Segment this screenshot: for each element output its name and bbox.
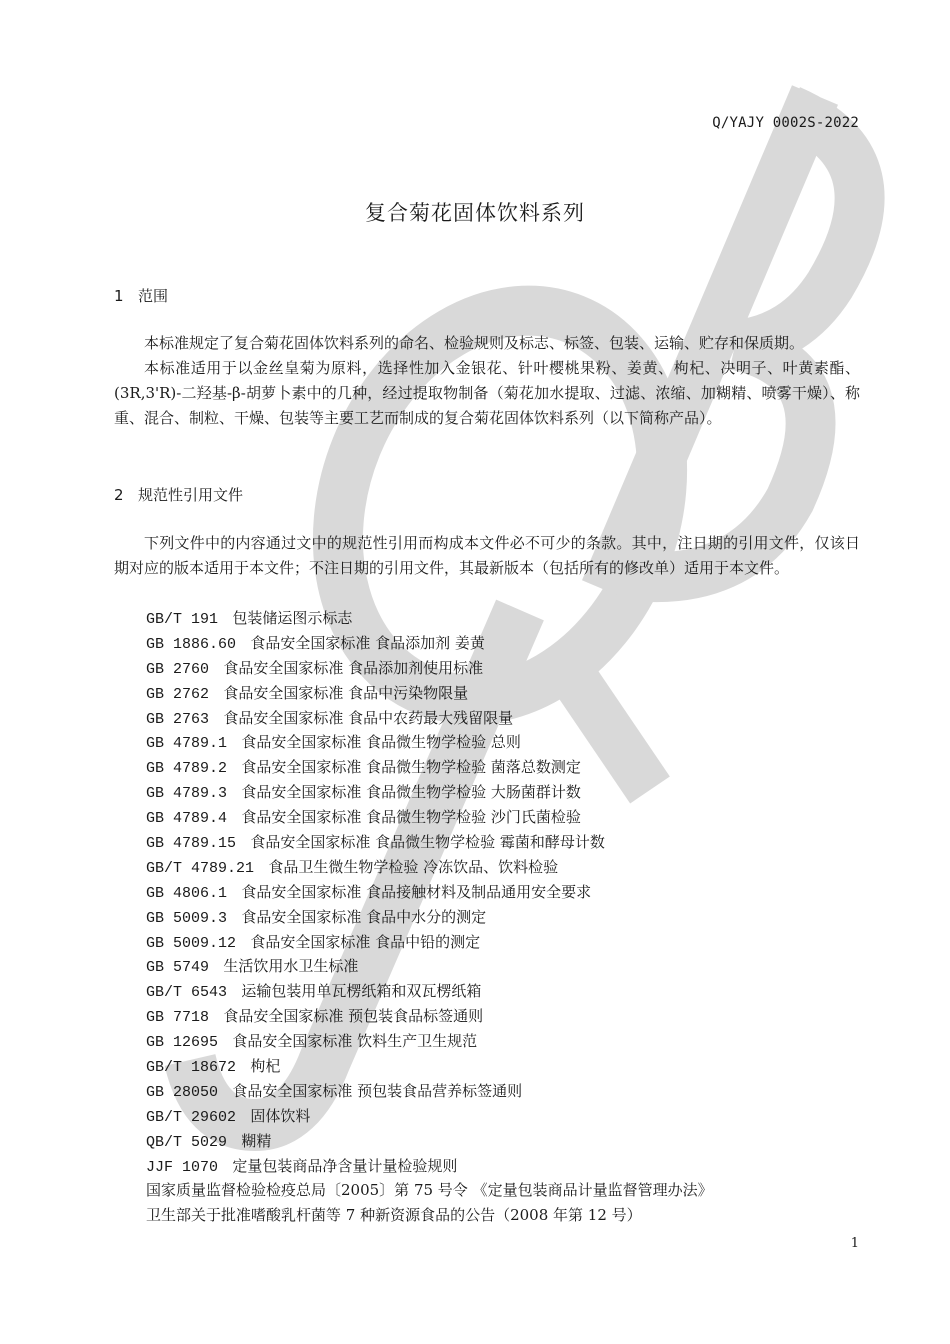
reference-title: 生活饮用水卫生标准 (223, 957, 359, 976)
reference-item (146, 1079, 713, 1104)
reference-item (146, 979, 713, 1004)
reference-code: GB/T 29602 (146, 1108, 237, 1126)
reference-title: 食品安全国家标准 食品添加剂使用标准 (223, 658, 484, 677)
reference-code: GB 2763 (146, 710, 210, 728)
reference-item (146, 755, 713, 780)
reference-item (146, 1203, 713, 1228)
reference-item (146, 606, 713, 631)
reference-code: GB 1886.60 (146, 635, 237, 653)
reference-title: 包装储运图示标志 (232, 609, 353, 627)
reference-item (146, 706, 713, 731)
reference-code: GB 4789.2 (146, 760, 228, 778)
reference-title: 食品安全国家标准 食品中农药最大残留限量 (223, 708, 514, 727)
reference-code: GB 5749 (146, 959, 210, 977)
section-heading-scope (114, 285, 168, 306)
reference-item (146, 730, 713, 755)
reference-code: GB 2760 (146, 660, 210, 678)
reference-item (146, 1054, 713, 1079)
reference-code: GB 5009.12 (146, 934, 237, 952)
reference-code: GB 7718 (146, 1009, 210, 1027)
section-title: 范围 (138, 287, 169, 305)
reference-code: GB 4789.1 (146, 735, 228, 753)
reference-item (146, 1004, 713, 1029)
reference-title: 运输包装用单瓦楞纸箱和双瓦楞纸箱 (241, 982, 482, 1001)
reference-title: 卫生部关于批准嗜酸乳杆菌等 7 种新资源食品的公告（2008 年第 12 号） (146, 1206, 642, 1225)
reference-title: 食品安全国家标准 饮料生产卫生规范 (232, 1032, 478, 1051)
reference-item (146, 830, 713, 855)
reference-code: QB/T 5029 (146, 1133, 228, 1151)
reference-item (146, 681, 713, 706)
reference-code: GB 4789.15 (146, 835, 237, 853)
reference-item (146, 1178, 713, 1203)
reference-code: GB 5009.3 (146, 909, 228, 927)
scope-paragraph-2: 本标准适用于以金丝皇菊为原料，选择性加入金银花、针叶樱桃果粉、姜黄、枸杞、决明子、叶黄素酯、(3R,3'R)-二羟基-β-胡萝卜素中的几种，经过提取物制备（菊花加水提取、过滤、浓缩、加糊精、喷雾干燥）、称重、混合、制粒、干燥、包装等主要工艺而制成的复合菊花固体饮料系列（以下简称产品）。 (114, 359, 860, 427)
reference-item (146, 1104, 713, 1129)
section-number: 1 (114, 287, 124, 305)
reference-title: 食品安全国家标准 食品微生物学检验 霉菌和酵母计数 (250, 833, 605, 852)
document-title: 复合菊花固体饮料系列 (365, 201, 585, 225)
reference-title: 固体饮料 (250, 1106, 311, 1125)
reference-title: 食品安全国家标准 食品添加剂 姜黄 (250, 633, 485, 652)
reference-item (146, 905, 713, 930)
reference-code: GB/T 4789.21 (146, 859, 255, 877)
reference-code: GB 4789.4 (146, 810, 228, 828)
reference-item (146, 1154, 713, 1179)
reference-code: JJF 1070 (146, 1158, 219, 1176)
section-heading-normative-refs (114, 484, 243, 505)
section-title: 规范性引用文件 (138, 486, 244, 504)
reference-code: GB 12695 (146, 1034, 219, 1052)
reference-title: 食品安全国家标准 食品中污染物限量 (223, 683, 469, 702)
reference-code: GB 4806.1 (146, 884, 228, 902)
reference-item (146, 1129, 713, 1154)
reference-title: 食品安全国家标准 食品微生物学检验 大肠菌群计数 (241, 783, 581, 802)
reference-item (146, 855, 713, 880)
reference-item (146, 880, 713, 905)
reference-code: GB 4789.3 (146, 785, 228, 803)
reference-code: GB/T 191 (146, 611, 219, 628)
reference-title: 食品安全国家标准 食品微生物学检验 沙门氏菌检验 (241, 808, 581, 827)
reference-title: 定量包装商品净含量计量检验规则 (232, 1156, 458, 1175)
document-code: Q/YAJY 0002S-2022 (712, 115, 859, 131)
reference-title: 食品卫生微生物学检验 冷冻饮品、饮料检验 (268, 857, 559, 876)
reference-code: GB 28050 (146, 1083, 219, 1101)
reference-code: GB/T 18672 (146, 1059, 237, 1077)
reference-title: 食品安全国家标准 食品微生物学检验 总则 (241, 733, 521, 752)
reference-code: GB/T 6543 (146, 984, 228, 1002)
reference-title: 枸杞 (250, 1057, 281, 1076)
page-number: 1 (850, 1236, 859, 1251)
reference-item (146, 631, 713, 656)
refs-intro-paragraph: 下列文件中的内容通过文中的规范性引用而构成本文件必不可少的条款。其中，注日期的引用文件，仅该日期对应的版本适用于本文件；不注日期的引用文件，其最新版本（包括所有的修改单）适用于本文件。 (114, 534, 860, 577)
reference-item (146, 656, 713, 681)
reference-title: 食品安全国家标准 预包装食品标签通则 (223, 1007, 484, 1026)
reference-item (146, 930, 713, 955)
reference-code: GB 2762 (146, 685, 210, 703)
reference-title: 食品安全国家标准 食品中铅的测定 (250, 932, 481, 951)
reference-item (146, 805, 713, 830)
reference-title: 食品安全国家标准 预包装食品营养标签通则 (232, 1081, 523, 1100)
reference-title: 糊精 (241, 1131, 272, 1150)
reference-item (146, 954, 713, 979)
section-number: 2 (114, 486, 124, 504)
reference-item (146, 1029, 713, 1054)
scope-paragraph-1: 本标准规定了复合菊花固体饮料系列的命名、检验规则及标志、标签、包装、运输、贮存和保质期。 (144, 334, 805, 352)
reference-title: 食品安全国家标准 食品微生物学检验 菌落总数测定 (241, 758, 581, 777)
reference-item (146, 780, 713, 805)
reference-list (146, 606, 713, 1228)
reference-title: 食品安全国家标准 食品接触材料及制品通用安全要求 (241, 882, 592, 901)
reference-title: 食品安全国家标准 食品中水分的测定 (241, 907, 487, 926)
reference-title: 国家质量监督检验检疫总局〔2005〕第 75 号令 《定量包装商品计量监督管理办法》 (146, 1181, 713, 1200)
